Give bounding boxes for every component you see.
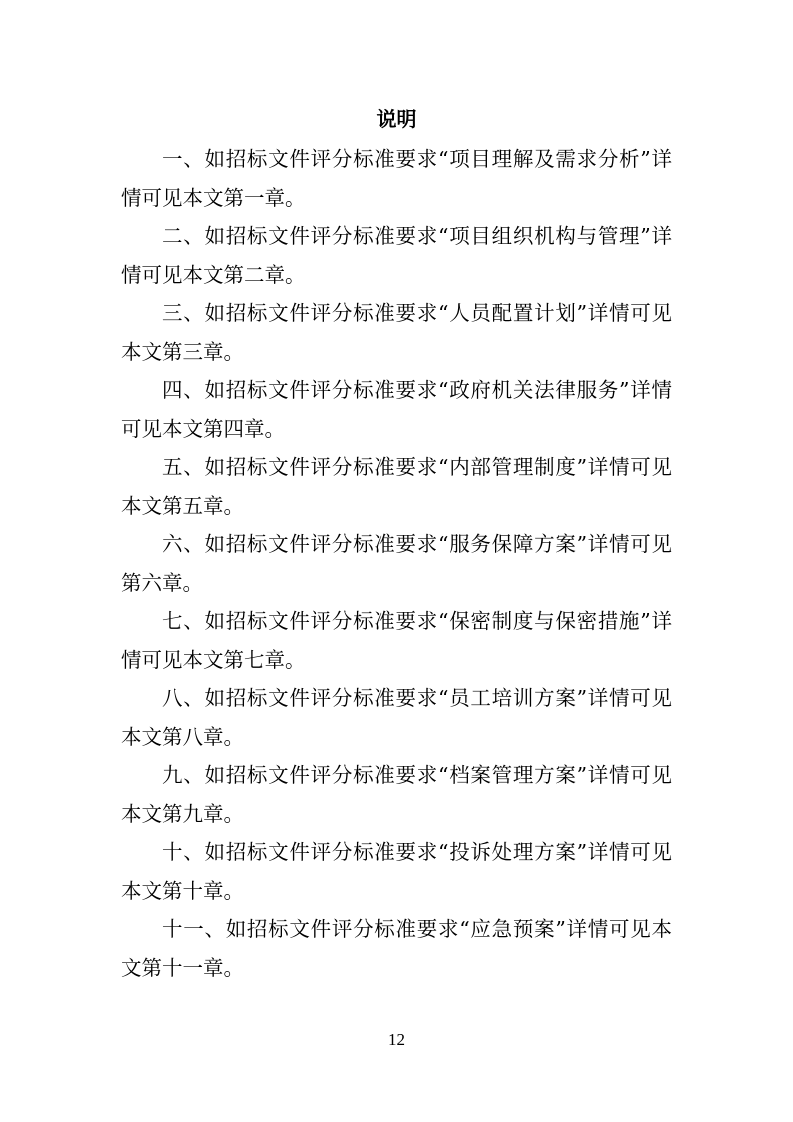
document-body: [121, 140, 672, 987]
paragraph-8: 八、如招标文件评分标准要求“员工培训方案”详情可见本文第八章。: [121, 686, 672, 749]
page-number: 12: [388, 1030, 405, 1049]
paragraph-11: 十一、如招标文件评分标准要求“应急预案”详情可见本文第十一章。: [121, 917, 672, 980]
paragraph-10: 十、如招标文件评分标准要求“投诉处理方案”详情可见本文第十章。: [121, 840, 672, 903]
paragraph-2: 二、如招标文件评分标准要求“项目组织机构与管理”详情可见本文第二章。: [121, 224, 672, 287]
paragraph-3: 三、如招标文件评分标准要求“人员配置计划”详情可见本文第三章。: [121, 301, 672, 364]
paragraph-1: 一、如招标文件评分标准要求“项目理解及需求分析”详情可见本文第一章。: [121, 147, 672, 210]
paragraph-9: 九、如招标文件评分标准要求“档案管理方案”详情可见本文第九章。: [121, 763, 672, 826]
paragraph-4: 四、如招标文件评分标准要求“政府机关法律服务”详情可见本文第四章。: [121, 378, 672, 441]
paragraph-5: 五、如招标文件评分标准要求“内部管理制度”详情可见本文第五章。: [121, 455, 672, 518]
paragraph-6: 六、如招标文件评分标准要求“服务保障方案”详情可见第六章。: [121, 532, 672, 595]
page-title: 说明: [376, 107, 417, 131]
paragraph-7: 七、如招标文件评分标准要求“保密制度与保密措施”详情可见本文第七章。: [121, 609, 672, 672]
